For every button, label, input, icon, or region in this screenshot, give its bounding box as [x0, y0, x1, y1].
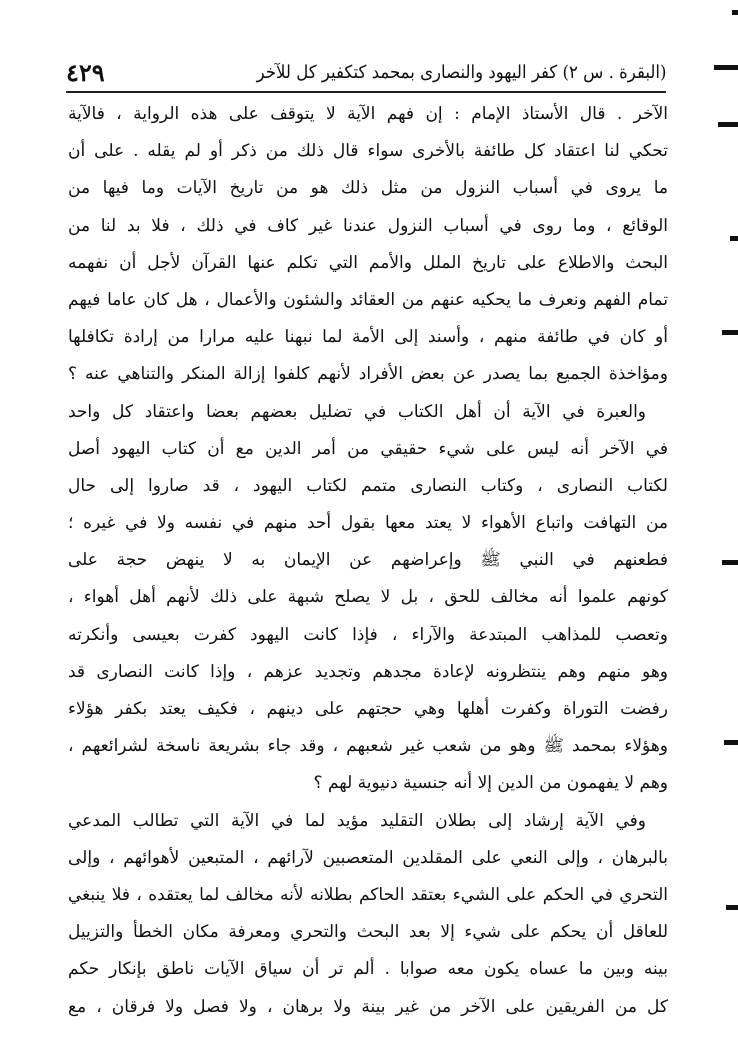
text-line: كونهم علموا أنه مخالف للحق ، بل لا يصلح شبهة على ذلك لأنهم أهل أهواء ،: [68, 587, 668, 608]
page-number: ٤٢٩: [66, 57, 105, 87]
body-text: [68, 96, 668, 1026]
edge-mark: [726, 905, 738, 910]
text-line: تحكي لنا اعتقاد كل طائفة بالأخرى سواء قال ذلك من ذكر أو لم يقله . على أن: [68, 141, 668, 162]
text-line: من التهافت واتباع الأهواء لا يعتد معها بقول أحد منهم في نفسه ولا في غيره ؛: [68, 513, 668, 534]
text-line: وهو منهم وهم ينتظرونه لإعادة مجدهم وتجديد عزهم ، وإذا كانت النصارى قد: [68, 661, 668, 682]
text-line: وهؤلاء بمحمد ﷺ وهو من شعب غير شعبهم ، وقد جاء بشريعة ناسخة لشرائعهم ،: [68, 736, 668, 757]
header-rule: [66, 91, 666, 93]
running-header: [66, 52, 666, 92]
edge-mark: [732, 10, 738, 15]
text-line: ومؤاخذة الجميع بما يصدر عن بعض الأفراد لأنهم كلفوا إزالة المنكر والتناهي عنه ؟: [68, 364, 668, 385]
edge-mark: [724, 740, 738, 745]
text-line: ما يروى في أسباب النزول من مثل ذلك هو من تاريخ الآيات وما فيها من: [68, 178, 668, 199]
text-line: في الآخر أنه ليس على شيء حقيقي من أمر الدين مع أن كتاب اليهود أصل: [68, 438, 668, 459]
text-line: التحري في الحكم على الشيء بعتقد الحاكم بطلانه لأنه مخالف لما يعتقده ، فلا ينبغي: [68, 884, 668, 905]
text-line: وفي الآية إرشاد إلى بطلان التقليد مؤيد لما في الآية التي تطالب المدعي: [68, 810, 646, 831]
text-line: لكتاب النصارى ، وكتاب النصارى متمم لكتاب اليهود ، قد صاروا إلى حال: [68, 475, 668, 496]
text-line: تمام الفهم ونعرف ما يحكيه عنهم من العقائد والشئون والأعمال ، هل كان عاما فيهم: [68, 289, 668, 310]
edge-mark: [722, 560, 738, 565]
text-line: والعبرة في الآية أن أهل الكتاب في تضليل بعضهم بعضا واعتقاد كل واحد: [68, 401, 646, 422]
text-line: أو كان في طائفة منهم ، وأسند إلى الأمة لما نبهنا عليه مرارا من إرادة تكافلها: [68, 327, 668, 348]
header-title: (البقرة . س ٢) كفر اليهود والنصارى بمحمد كتكفير كل للآخر: [256, 61, 666, 83]
edge-mark: [718, 122, 738, 127]
edge-mark: [722, 330, 738, 335]
text-line: رفضت التوراة وكفرت أهلها وهي حجتهم على دينهم ، فكيف يعتد بكفر هؤلاء: [68, 699, 668, 719]
text-line: بينه وبين ما عساه يكون معه صوابا . ألم تر أن سياق الآيات ناطق بإنكار حكم: [68, 959, 668, 980]
text-line: الآخر . قال الأستاذ الإمام : إن فهم الآية لا يتوقف على هذه الرواية ، فالآية: [68, 104, 668, 124]
text-line: بالبرهان ، وإلى النعي على المقلدين المتعصبين لآرائهم ، المتبعين لأهوائهم ، وإلى: [68, 847, 668, 868]
text-line: فطعنهم في النبي ﷺ وإعراضهم عن الإيمان به لا ينهض حجة على: [68, 550, 668, 571]
text-line: البحث والاطلاع على تاريخ الملل والأمم التي تكلم عنها القرآن لأجل أن نفهمه: [68, 252, 668, 273]
edge-mark: [730, 236, 738, 241]
text-line: وتعصب للمذاهب المبتدعة والآراء ، فإذا كانت اليهود كفرت بعيسى وأنكرته: [68, 624, 668, 645]
text-line: وهم لا يفهمون من الدين إلا أنه جنسية دنيوية لهم ؟: [313, 773, 668, 794]
text-line: كل من الفريقين على الآخر من غير بينة ولا برهان ، ولا فصل ولا فرقان ، مع: [68, 996, 668, 1017]
text-line: الوقائع ، وما روى في أسباب النزول عندنا غير كاف في ذلك ، فلا بد لنا من: [68, 215, 668, 236]
binding-edge-marks: [708, 0, 738, 1049]
edge-mark: [714, 65, 738, 70]
text-line: للعاقل أن يحكم على شيء إلا بعد البحث والتحري ومعرفة مكان الخطأ والتزييل: [68, 922, 668, 943]
